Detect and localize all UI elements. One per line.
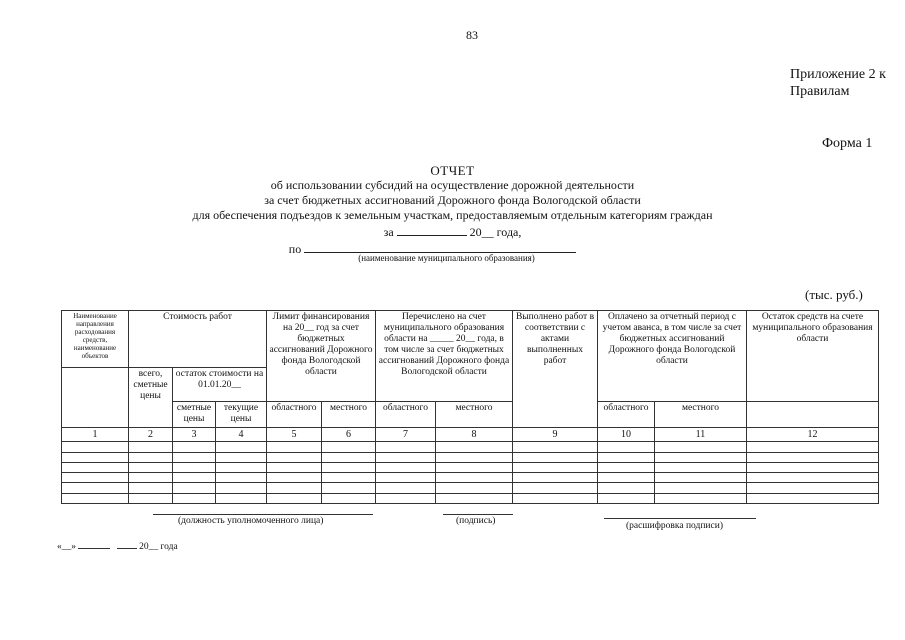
header-direction: Наименование направления расходования средств, наименование объектов [62,311,129,368]
table-cell[interactable] [655,442,747,452]
table-cell[interactable] [376,493,436,503]
by-label: по [288,242,302,256]
date-line [57,538,178,552]
header-paid: Оплачено за отчетный период с учетом аванса, в том числе за счет бюджетных ассигнований Дорожного фонда Вологодской области [598,311,747,402]
header-remaining: остаток стоимости на 01.01.20__ [173,368,267,402]
table-cell[interactable] [322,473,376,483]
table-cell[interactable] [322,483,376,493]
table-cell[interactable] [173,462,216,472]
table-cell[interactable] [513,462,598,472]
table-cell[interactable] [129,462,173,472]
table-cell[interactable] [216,473,267,483]
table-cell[interactable] [598,483,655,493]
column-number: 4 [216,428,267,442]
header-balance-blank [747,402,879,428]
table-cell[interactable] [62,493,129,503]
header-total: всего, сметные цены [129,368,173,428]
table-cell[interactable] [376,473,436,483]
table-row [62,473,879,483]
column-number: 2 [129,428,173,442]
table-row [62,462,879,472]
table-cell[interactable] [598,452,655,462]
table-row [62,442,879,452]
table-cell[interactable] [436,473,513,483]
table-cell[interactable] [173,483,216,493]
header-current: текущие цены [216,402,267,428]
table-cell[interactable] [376,483,436,493]
table-cell[interactable] [513,493,598,503]
position-signature-line[interactable] [153,514,373,515]
header-limit-local: местного [322,402,376,428]
table-cell[interactable] [747,452,879,462]
table-cell[interactable] [655,483,747,493]
column-number-row [62,428,879,442]
title-line-3: для обеспечения подъездов к земельным участкам, предоставляемым отдельным категориям граждан [192,208,713,222]
table-cell[interactable] [513,473,598,483]
table-cell[interactable] [267,493,322,503]
table-cell[interactable] [62,483,129,493]
title-line-1: об использовании субсидий на осуществление дорожной деятельности [270,178,635,192]
header-paid-local: местного [655,402,747,428]
period-blank[interactable] [397,223,467,236]
table-cell[interactable] [267,452,322,462]
table-cell[interactable] [62,473,129,483]
report-table [61,310,879,504]
table-cell[interactable] [513,442,598,452]
table-cell[interactable] [216,483,267,493]
report-title-block [0,163,905,257]
date-month-blank[interactable] [78,538,110,549]
header-completed: Выполнено работ в соответствии с актами выполненных работ [513,311,598,428]
table-row [62,452,879,462]
column-number: 8 [436,428,513,442]
table-cell[interactable] [267,442,322,452]
table-cell[interactable] [376,442,436,452]
form-label: Форма 1 [822,136,873,151]
table-cell[interactable] [747,462,879,472]
table-cell[interactable] [436,493,513,503]
table-cell[interactable] [598,442,655,452]
table-cell[interactable] [376,462,436,472]
header-transferred-regional: областного [376,402,436,428]
period-line [0,223,905,240]
table-cell[interactable] [436,483,513,493]
header-balance: Остаток средств на счете муниципального образования области [747,311,879,402]
table-cell[interactable] [216,493,267,503]
table-cell[interactable] [376,452,436,462]
table-cell[interactable] [655,452,747,462]
table-cell[interactable] [267,483,322,493]
table-cell[interactable] [513,452,598,462]
title-line-2: за счет бюджетных ассигнований Дорожного фонда Вологодской области [264,193,641,207]
column-number: 1 [62,428,129,442]
table-cell[interactable] [513,483,598,493]
column-number: 11 [655,428,747,442]
table-cell[interactable] [747,493,879,503]
table-cell[interactable] [436,442,513,452]
table-cell[interactable] [173,452,216,462]
table-cell[interactable] [747,442,879,452]
header-limit-regional: областного [267,402,322,428]
table-cell[interactable] [216,442,267,452]
table-cell[interactable] [747,473,879,483]
table-cell[interactable] [598,473,655,483]
table-cell[interactable] [322,493,376,503]
header-estimate: сметные цены [173,402,216,428]
signature-caption: (подпись) [456,516,496,526]
appendix-label: Приложение 2 к Правилам [790,67,886,99]
table-cell[interactable] [598,462,655,472]
period-year: 20__ года, [469,225,522,239]
table-cell[interactable] [436,452,513,462]
table-cell[interactable] [322,452,376,462]
table-cell[interactable] [655,473,747,483]
table-cell[interactable] [322,462,376,472]
table-cell[interactable] [129,493,173,503]
table-cell[interactable] [129,483,173,493]
table-cell[interactable] [747,483,879,493]
municipality-blank[interactable] [304,240,576,253]
date-year: 20__ года [139,542,178,552]
column-number: 6 [322,428,376,442]
decoding-signature-line[interactable] [604,518,756,519]
table-cell[interactable] [598,493,655,503]
header-limit: Лимит финансирования на 20__ год за счет бюджетных ассигнований Дорожного фонда Вологодской области [267,311,376,402]
column-number: 10 [598,428,655,442]
header-direction-blank [62,368,129,428]
table-cell[interactable] [173,493,216,503]
table-cell[interactable] [267,462,322,472]
date-month-blank-2[interactable] [117,538,137,549]
table-cell[interactable] [173,442,216,452]
column-number: 3 [173,428,216,442]
table-cell[interactable] [436,462,513,472]
table-cell[interactable] [129,473,173,483]
column-number: 12 [747,428,879,442]
table-row [62,483,879,493]
table-cell[interactable] [216,462,267,472]
date-day: «__» [57,542,76,552]
table-cell[interactable] [322,442,376,452]
page-number: 83 [466,28,478,42]
table-cell[interactable] [655,493,747,503]
table-cell[interactable] [655,462,747,472]
position-caption: (должность уполномоченного лица) [178,516,324,526]
signature-line[interactable] [443,514,513,515]
table-cell[interactable] [62,452,129,462]
table-cell[interactable] [129,442,173,452]
column-number: 9 [513,428,598,442]
period-prefix: за [383,225,394,239]
table-cell[interactable] [267,473,322,483]
column-number: 5 [267,428,322,442]
decoding-caption: (расшифровка подписи) [626,521,723,531]
header-transferred-local: местного [436,402,513,428]
table-row [62,493,879,503]
municipality-caption: (наименование муниципального образования) [358,253,535,263]
header-paid-regional: областного [598,402,655,428]
units-label: (тыс. руб.) [805,287,863,302]
column-number: 7 [376,428,436,442]
table-cell[interactable] [216,452,267,462]
report-title: ОТЧЕТ [430,163,475,178]
table-cell[interactable] [173,473,216,483]
table-cell[interactable] [129,452,173,462]
table-cell[interactable] [62,442,129,452]
header-cost: Стоимость работ [129,311,267,368]
table-cell[interactable] [62,462,129,472]
header-transferred: Перечислено на счет муниципального образования области на _____ 20__ года, в том числе за счет бюджетных ассигнований Дорожного фонда Вологодской области [376,311,513,402]
